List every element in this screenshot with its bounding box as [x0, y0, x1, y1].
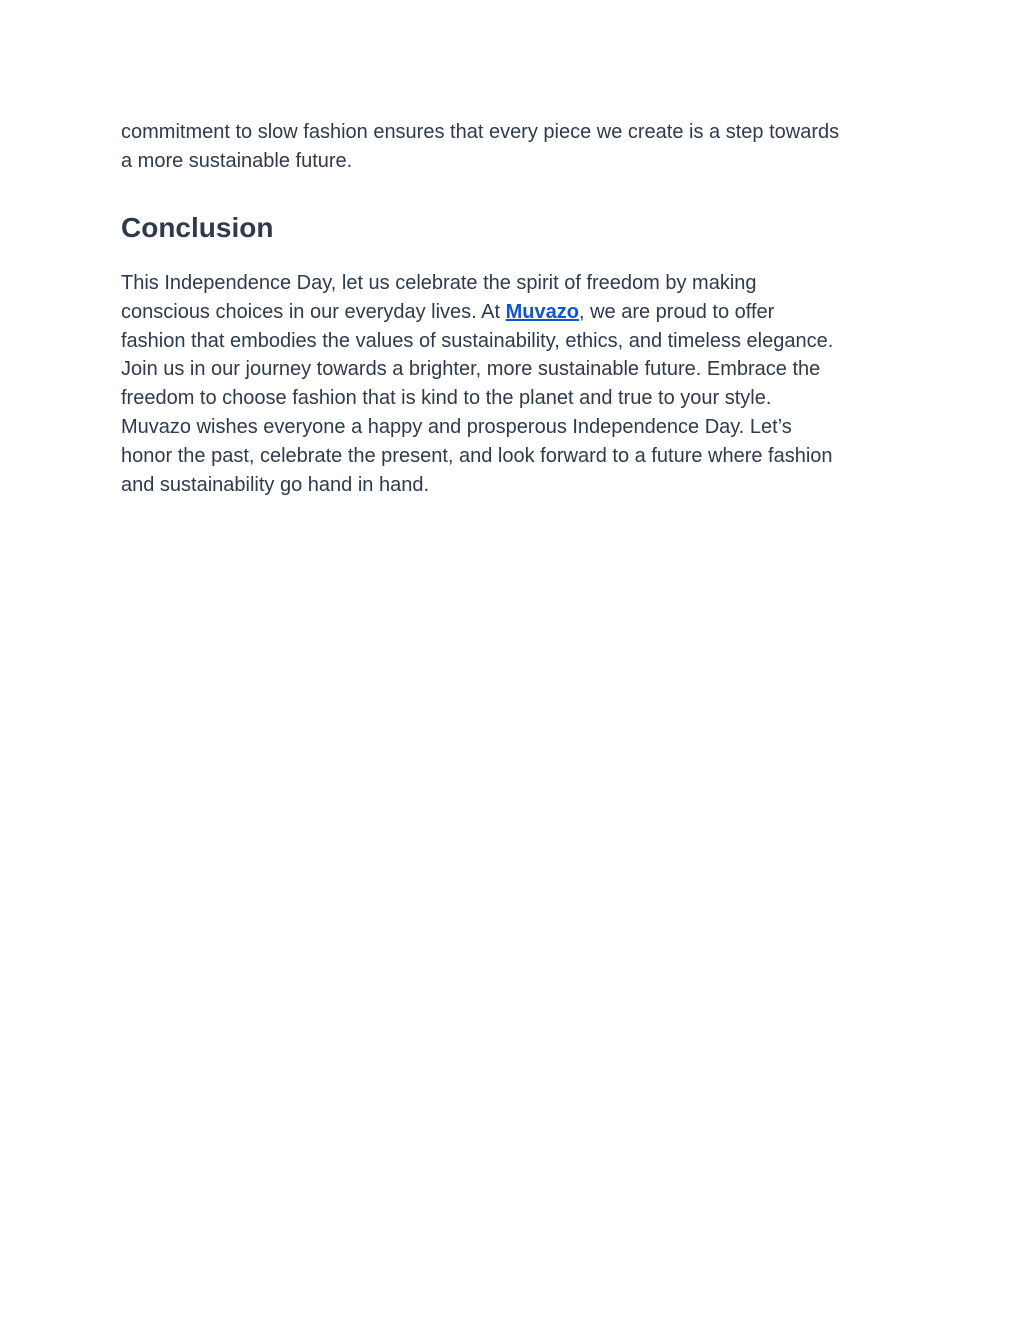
- text-line: commitment to slow fashion ensures that every piece we create is a step towards: [121, 121, 840, 143]
- text-segment: conscious choices in our everyday lives. At: [121, 300, 506, 323]
- text-line: Muvazo wishes everyone a happy and prosperous Independence Day. Let’s: [121, 415, 792, 438]
- text-segment: , we are proud to offer: [578, 300, 775, 323]
- text-line: honor the past, celebrate the present, and look forward to a future where fashion: [121, 444, 833, 467]
- text-line: and sustainability go hand in hand.: [121, 473, 430, 496]
- text-line: fashion that embodies the values of sustainability, ethics, and timeless elegance.: [121, 329, 834, 352]
- text-line: Join us in our journey towards a brighter, more sustainable future. Embrace the: [121, 358, 821, 381]
- intro-paragraph: [121, 118, 921, 176]
- muvazo-link[interactable]: Muvazo: [505, 300, 579, 323]
- text-line: This Independence Day, let us celebrate the spirit of freedom by making: [121, 272, 757, 294]
- text-line-with-link: [121, 298, 921, 327]
- text-line: a more sustainable future.: [121, 150, 353, 172]
- section-heading-conclusion: Conclusion: [121, 212, 274, 243]
- text-line: freedom to choose fashion that is kind to the planet and true to your style.: [121, 387, 772, 410]
- conclusion-paragraph: [121, 269, 921, 499]
